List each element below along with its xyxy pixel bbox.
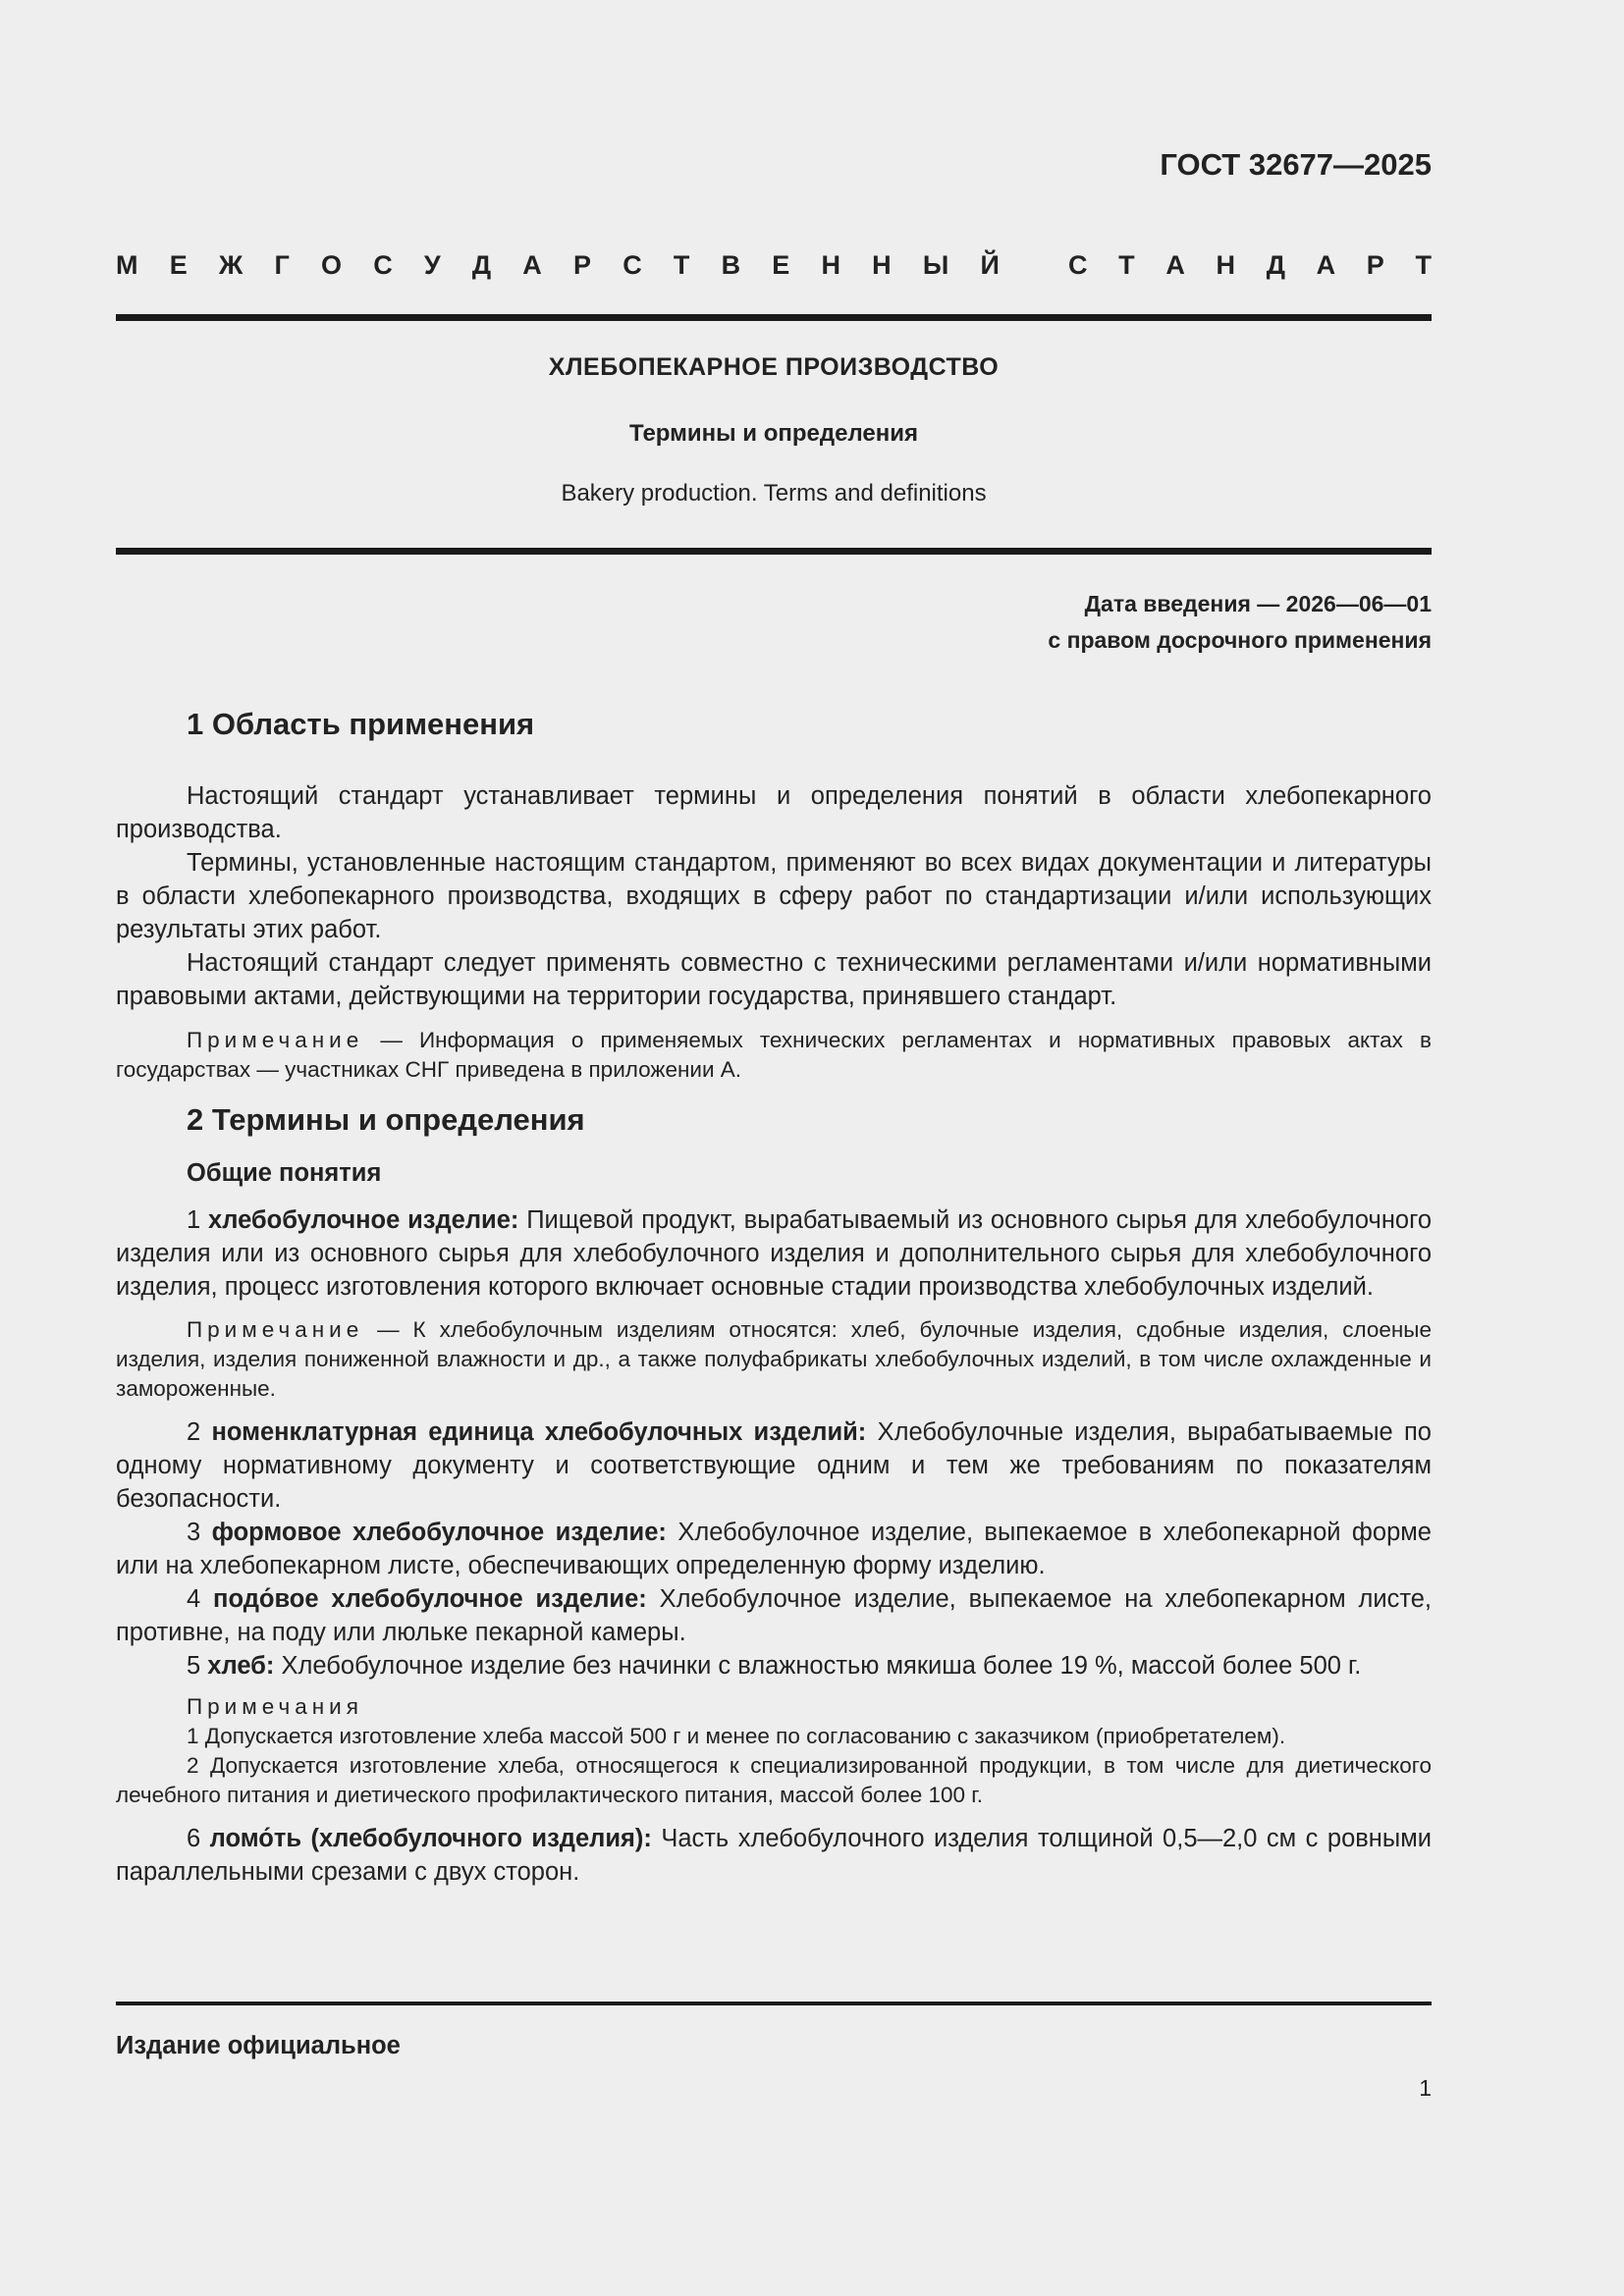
note — [116, 1026, 1432, 1085]
term-number: 5 — [187, 1652, 201, 1680]
paragraph: Настоящий стандарт следует применять совместно с техническими регламентами и/или нормативными правовыми актами, действующими на территории государства, принявшего стандарт. — [116, 949, 1432, 1010]
section-1 — [116, 707, 1432, 1085]
term-number: 2 — [187, 1418, 201, 1446]
banner-letter: Р — [1366, 250, 1384, 280]
term-number: 4 — [187, 1585, 201, 1613]
banner-letter: Й — [980, 250, 1000, 280]
note-text: — К хлебобулочным изделиям относятся: хлеб, булочные изделия, сдобные изделия, слоеные изделия, изделия пониженной влажности и др., а также полуфабрикаты хлебобулочных изделий, в том числе охлажденные и замороженные. — [116, 1317, 1432, 1401]
term-number: 3 — [187, 1519, 201, 1546]
document-number: ГОСТ 32677—2025 — [1160, 147, 1432, 182]
banner-letter: С — [373, 250, 393, 280]
note-item: 1 Допускается изготовление хлеба массой 500 г и менее по согласованию с заказчиком (приобретателем). — [187, 1724, 1286, 1748]
banner-letter: А — [1316, 250, 1336, 280]
standard-word — [1068, 250, 1432, 281]
interstate-standard-banner — [116, 250, 1432, 281]
term: номенклатурная единица хлебобулочных изделий: — [211, 1418, 867, 1446]
term-entry-3 — [116, 1516, 1432, 1582]
term: ломо́ть (хлебобулочного изделия): — [209, 1825, 652, 1852]
term-definition: Хлебобулочное изделие, выпекаемое на хлебопекарном листе, противне, на поду или люльке пекарной камеры. — [116, 1585, 1432, 1646]
banner-letter: Н — [872, 250, 892, 280]
term-entry-2 — [116, 1415, 1432, 1516]
note-label: Примечание — [187, 1028, 364, 1052]
banner-letter: А — [522, 250, 542, 280]
banner-letter: Д — [471, 250, 492, 280]
introduction-date: Дата введения — 2026—06—01 — [1084, 591, 1432, 616]
term-entry-6 — [116, 1822, 1432, 1889]
title-rule — [116, 548, 1432, 555]
banner-letter: Т — [673, 250, 690, 280]
banner-letter: Ж — [218, 250, 244, 280]
term: подо́вое хлебобулочное изделие: — [213, 1585, 647, 1613]
official-edition-label: Издание официальное — [116, 2032, 401, 2059]
section-heading: 1 Область применения — [187, 707, 535, 741]
subsection-heading: Общие понятия — [187, 1159, 382, 1187]
english-title: Bakery production. Terms and definitions — [561, 480, 987, 507]
term-definition: Пищевой продукт, вырабатываемый из основного сырья для хлебобулочного изделия или из основного сырья для хлебобулочного изделия и дополнительного сырья для хлебобулочного изделия, процесс изготовления которого включает основные стадии производства хлебобулочных изделий. — [116, 1206, 1433, 1301]
banner-letter: Ы — [922, 250, 949, 280]
banner-letter: Т — [1118, 250, 1135, 280]
notes-label — [116, 1692, 1432, 1722]
banner-letter: А — [1165, 250, 1185, 280]
term-number: 6 — [187, 1825, 201, 1852]
interstate-word — [116, 250, 1000, 281]
document-title: ХЛЕБОПЕКАРНОЕ ПРОИЗВОДСТВО — [548, 353, 1000, 381]
section-heading: 2 Термины и определения — [187, 1102, 585, 1137]
banner-letter: В — [721, 250, 741, 280]
note-label: Примечание — [187, 1317, 364, 1342]
banner-letter: Т — [1415, 250, 1432, 280]
term-number: 1 — [187, 1206, 201, 1234]
early-application-note: с правом досрочного применения — [1048, 627, 1432, 653]
section-2 — [116, 1102, 1432, 1889]
term: хлеб: — [207, 1652, 275, 1680]
header-rule — [116, 314, 1432, 321]
note — [116, 1315, 1432, 1404]
banner-letter: Е — [169, 250, 188, 280]
term-entry-1 — [116, 1203, 1432, 1304]
note-text: — Информация о применяемых технических регламентах и нормативных правовых актах в государствах — участниках СНГ приведена в приложении А. — [116, 1028, 1432, 1082]
term-entry-5 — [116, 1649, 1432, 1682]
banner-letter: Г — [274, 250, 290, 280]
paragraph: Термины, установленные настоящим стандартом, применяют во всех видах документации и литературы в области хлебопекарного производства, входящих в сферу работ по стандартизации и/или использующих результаты этих работ. — [116, 849, 1432, 943]
notes-label-text: Примечания — [187, 1694, 363, 1719]
banner-letter: Н — [821, 250, 840, 280]
banner-letter: У — [423, 250, 441, 280]
page-number: 1 — [1419, 2075, 1432, 2101]
banner-letter: Е — [772, 250, 790, 280]
banner-letter: М — [116, 250, 138, 280]
note-item: 2 Допускается изготовление хлеба, относящегося к специализированной продукции, в том числе для диетического лечебного питания и диетического профилактического питания, массой более 100 г. — [116, 1753, 1432, 1807]
term-definition: Хлебобулочное изделие, выпекаемое в хлебопекарной форме или на хлебопекарном листе, обеспечивающих определенную форму изделию. — [116, 1519, 1432, 1579]
banner-letter: С — [1068, 250, 1088, 280]
introduction-date-block — [1048, 586, 1432, 659]
term-definition: Хлебобулочное изделие без начинки с влажностью мякиша более 19 %, массой более 500 г. — [274, 1652, 1362, 1680]
banner-letter: С — [623, 250, 642, 280]
banner-letter: Р — [572, 250, 591, 280]
banner-letter: О — [320, 250, 342, 280]
footer-rule — [116, 2002, 1432, 2005]
banner-letter: Н — [1216, 250, 1236, 280]
banner-letter: Д — [1266, 250, 1285, 280]
paragraph: Настоящий стандарт устанавливает термины и определения понятий в области хлебопекарного производства. — [116, 782, 1432, 843]
term-definition: Хлебобулочные изделия, вырабатываемые по одному нормативному документу и соответствующие одним и тем же требованиям по показателям безопасности. — [116, 1418, 1432, 1513]
term: формовое хлебобулочное изделие: — [211, 1519, 667, 1546]
term: хлебобулочное изделие: — [208, 1206, 519, 1234]
document-subtitle: Термины и определения — [628, 420, 919, 447]
term-entry-4 — [116, 1582, 1432, 1649]
term-definition: Часть хлебобулочного изделия толщиной 0,5—2,0 см с ровными параллельными срезами с двух сторон. — [116, 1825, 1432, 1886]
